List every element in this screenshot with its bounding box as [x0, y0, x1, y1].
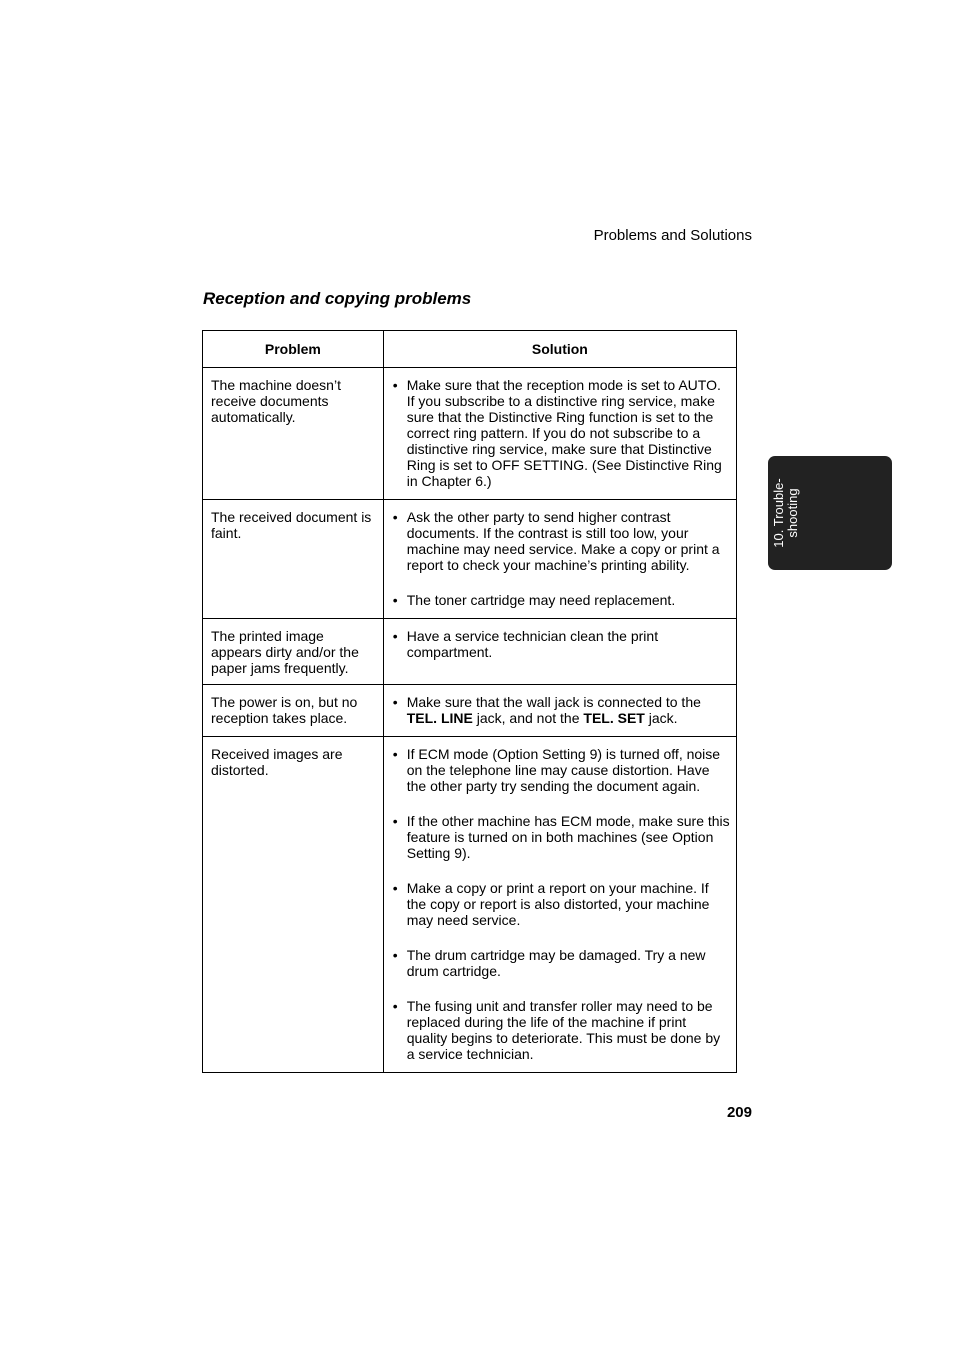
problem-cell: Received images are distorted.: [203, 737, 384, 1073]
problem-cell: The power is on, but no reception takes place.: [203, 685, 384, 737]
solution-text: Make sure that the wall jack is connected to the: [406, 694, 701, 710]
solution-text: jack.: [644, 710, 678, 726]
chapter-tab-label: 10. Trouble-shooting: [771, 478, 800, 548]
solution-cell: [383, 368, 736, 500]
problem-column-header: Problem: [203, 331, 384, 368]
solution-text: Ask the other party to send higher contrast documents. If the contrast is still too low, your machine may need service. Make a copy or print a report to check your machine’s printing ability.: [406, 509, 720, 573]
solution-text: Make a copy or print a report on your machine. If the copy or report is also distorted, your machine may need service.: [406, 880, 710, 928]
problems-solutions-table: [202, 330, 737, 1073]
solution-list: [392, 694, 730, 726]
table-row: [203, 685, 737, 737]
solution-item: [392, 998, 730, 1062]
solution-list: [392, 628, 730, 660]
solution-column-header: Solution: [383, 331, 736, 368]
solution-item: [392, 746, 730, 794]
problem-cell: The machine doesn’t receive documents automatically.: [203, 368, 384, 500]
solution-cell: [383, 500, 736, 619]
solution-text: The drum cartridge may be damaged. Try a new drum cartridge.: [406, 947, 706, 979]
solution-text: The fusing unit and transfer roller may need to be replaced during the life of the machine if print quality begins to deteriorate. This must be done by a service technician.: [406, 998, 721, 1062]
solution-item: [392, 509, 730, 573]
running-head: Problems and Solutions: [593, 227, 752, 244]
solution-list: [392, 509, 730, 608]
page-number: 209: [726, 1104, 752, 1121]
solution-text: jack, and not the: [472, 710, 584, 726]
table-row: [203, 737, 737, 1073]
problem-cell: The received document is faint.: [203, 500, 384, 619]
solution-item: [392, 592, 730, 608]
solution-text: Make sure that the reception mode is set to AUTO. If you subscribe to a distinctive ring service, make sure that the Distinctive Ring function is set to the correct ring pattern. If you do not subscribe to a distinctive ring service, make sure that Distinctive Ring is set to OFF SETTING. (See Distinctive Ring in Chapter 6.): [406, 377, 722, 489]
solution-list: [392, 746, 730, 1062]
solution-item: [392, 377, 730, 489]
table-row: [203, 368, 737, 500]
solution-item: [392, 694, 730, 726]
solution-cell: [383, 685, 736, 737]
table-header-row: [203, 331, 737, 368]
solution-text: The toner cartridge may need replacement.: [406, 592, 676, 608]
solution-text: Have a service technician clean the print compartment.: [406, 628, 659, 660]
solution-cell: [383, 619, 736, 685]
solution-bold-text: TEL. LINE: [406, 710, 473, 726]
solution-text: If the other machine has ECM mode, make sure this feature is turned on in both machines (see Option Setting 9).: [406, 813, 730, 861]
section-title: Reception and copying problems: [203, 289, 472, 308]
table-row: [203, 619, 737, 685]
table-body: [203, 368, 737, 1073]
table-row: [203, 500, 737, 619]
solution-list: [392, 377, 730, 489]
solution-item: [392, 880, 730, 928]
problem-cell: The printed image appears dirty and/or the paper jams frequently.: [203, 619, 384, 685]
solution-item: [392, 813, 730, 861]
solution-item: [392, 628, 730, 660]
chapter-tab: [768, 456, 892, 570]
solution-item: [392, 947, 730, 979]
solution-bold-text: TEL. SET: [583, 710, 645, 726]
solution-cell: [383, 737, 736, 1073]
solution-text: If ECM mode (Option Setting 9) is turned off, noise on the telephone line may cause distortion. Have the other party try sending the document again.: [406, 746, 721, 794]
